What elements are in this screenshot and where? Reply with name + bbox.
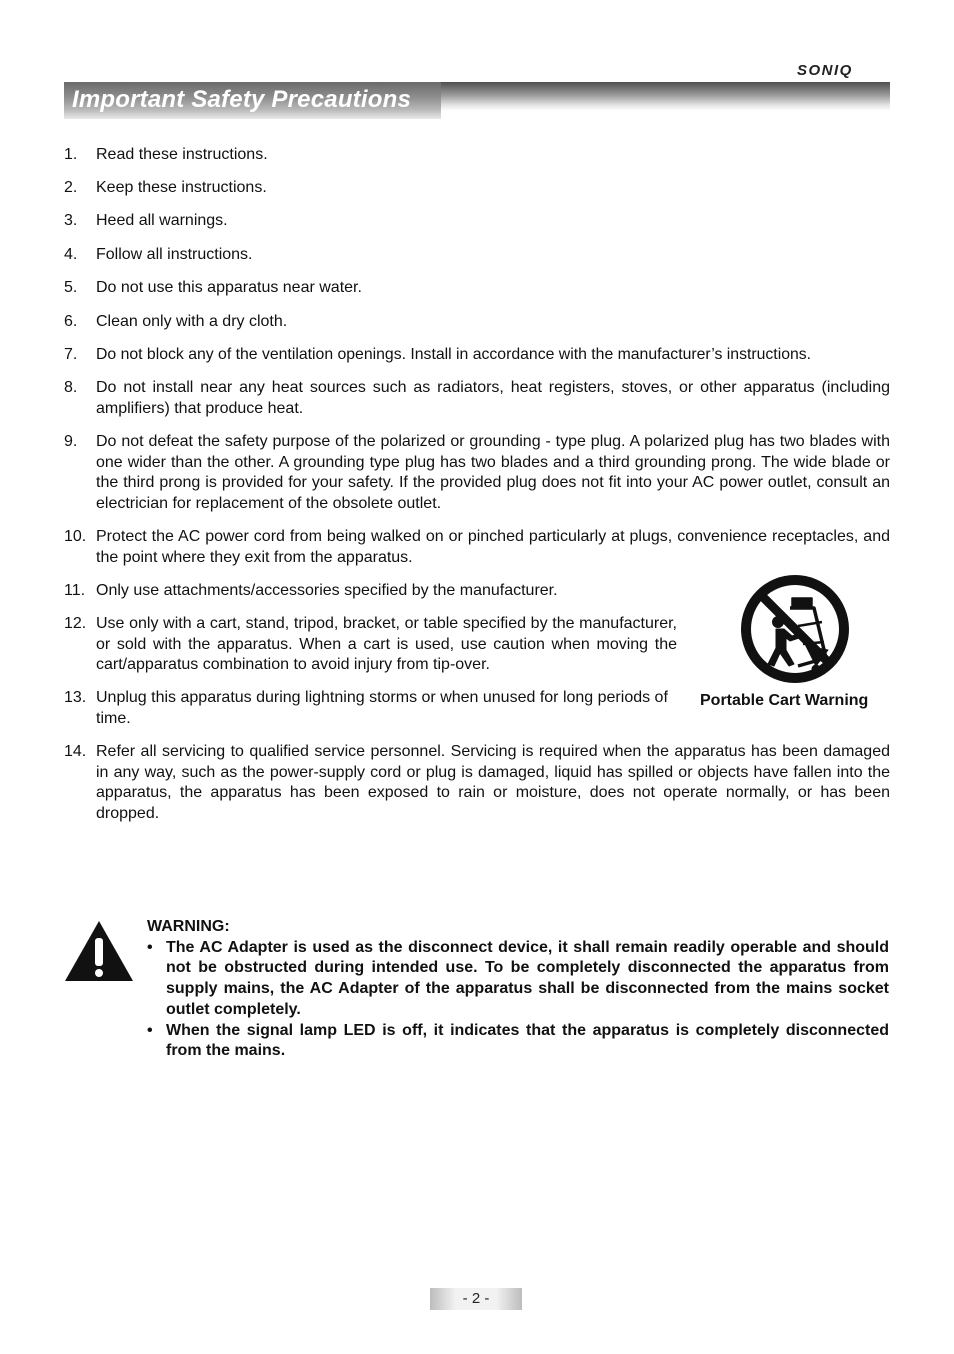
list-item-text: Use only with a cart, stand, tripod, bracket, or table specified by the manufacturer, or sold with the apparatus. When a cart is used, use caution when moving the cart/apparatus combination to avoid injury from tip-over. [96,615,677,674]
warning-triangle-icon [64,920,134,982]
list-item-number: 11. [64,582,86,599]
page-number: - 2 - [430,1288,522,1310]
list-item [64,581,684,602]
list-item-number: 4. [64,246,78,263]
warning-list [147,938,889,1062]
list-item-text: Clean only with a dry cloth. [96,313,288,330]
list-item-text: Heed all warnings. [96,212,228,229]
warning-bullet-text: The AC Adapter is used as the disconnect device, it shall remain readily operable and should not be obstructed during intended use. To be completely disconnected the apparatus from supply mains, the AC Adapter of the apparatus shall be disconnected from the mains socket outlet completely. [166,938,889,1018]
list-item [64,614,677,676]
list-item-number: 9. [64,433,78,450]
list-item-number: 12. [64,615,87,632]
list-item-text: Protect the AC power cord from being walked on or pinched particularly at plugs, convenience receptacles, and the point where they exit from the apparatus. [96,528,890,566]
list-item [64,742,890,825]
list-item [64,211,890,232]
brand-logo: SONIQ [797,62,853,79]
list-item [64,245,890,266]
list-item-text: Keep these instructions. [96,179,267,196]
list-item-text: Read these instructions. [96,146,268,163]
list-item [64,312,890,333]
list-item-text: Do not defeat the safety purpose of the polarized or grounding - type plug. A polarized plug has two blades with one wider than the other. A grounding type plug has two blades and a third grounding prong. The wide blade or the third prong is provided for your safety. If the provided plug does not fit into your AC power outlet, consult an electrician for replacement of the obsolete outlet. [96,433,890,513]
warning-bullet-text: When the signal lamp LED is off, it indicates that the apparatus is completely disconnected from the mains. [166,1021,889,1060]
list-item-text: Unplug this apparatus during lightning storms or when unused for long periods of time. [96,689,668,727]
list-item [64,178,890,199]
list-item [64,378,890,419]
list-item-number: 13. [64,689,87,706]
list-item-number: 3. [64,212,78,229]
list-item-number: 2. [64,179,78,196]
list-item-text: Refer all servicing to qualified service personnel. Servicing is required when the apparatus has been damaged in any way, such as the power-supply cord or plug is damaged, liquid has spilled or objects have fallen into the apparatus, the apparatus has been exposed to rain or moisture, does not operate normally, or has been dropped. [96,743,890,823]
list-item [64,432,890,515]
portable-cart-warning [700,574,890,709]
list-item-number: 8. [64,379,78,396]
cart-caption: Portable Cart Warning [700,692,869,709]
list-item [64,145,890,166]
list-item-number: 10. [64,528,87,545]
portable-cart-warning-icon [740,574,850,684]
warning-bullet [147,1021,889,1062]
list-item [64,527,890,568]
bullet-symbol: • [147,938,153,956]
list-item-number: 14. [64,743,87,760]
list-item-text: Follow all instructions. [96,246,253,263]
list-item-text: Do not use this apparatus near water. [96,279,362,296]
list-item-number: 7. [64,346,78,363]
list-item [64,688,677,729]
warning-block [147,917,889,1062]
list-item-number: 1. [64,146,78,163]
list-item [64,278,890,299]
list-item [64,345,890,366]
list-item-text: Do not install near any heat sources such as radiators, heat registers, stoves, or other apparatus (including amplifiers) that produce heat. [96,379,890,417]
list-item-text: Only use attachments/accessories specified by the manufacturer. [96,582,558,599]
warning-title: WARNING: [147,918,230,935]
list-item-text: Do not block any of the ventilation openings. Install in accordance with the manufacturer’s instructions. [96,346,812,363]
warning-bullet [147,938,889,1021]
page-title: Important Safety Precautions [72,86,412,113]
bullet-symbol: • [147,1021,153,1039]
list-item-number: 6. [64,313,78,330]
list-item-number: 5. [64,279,78,296]
